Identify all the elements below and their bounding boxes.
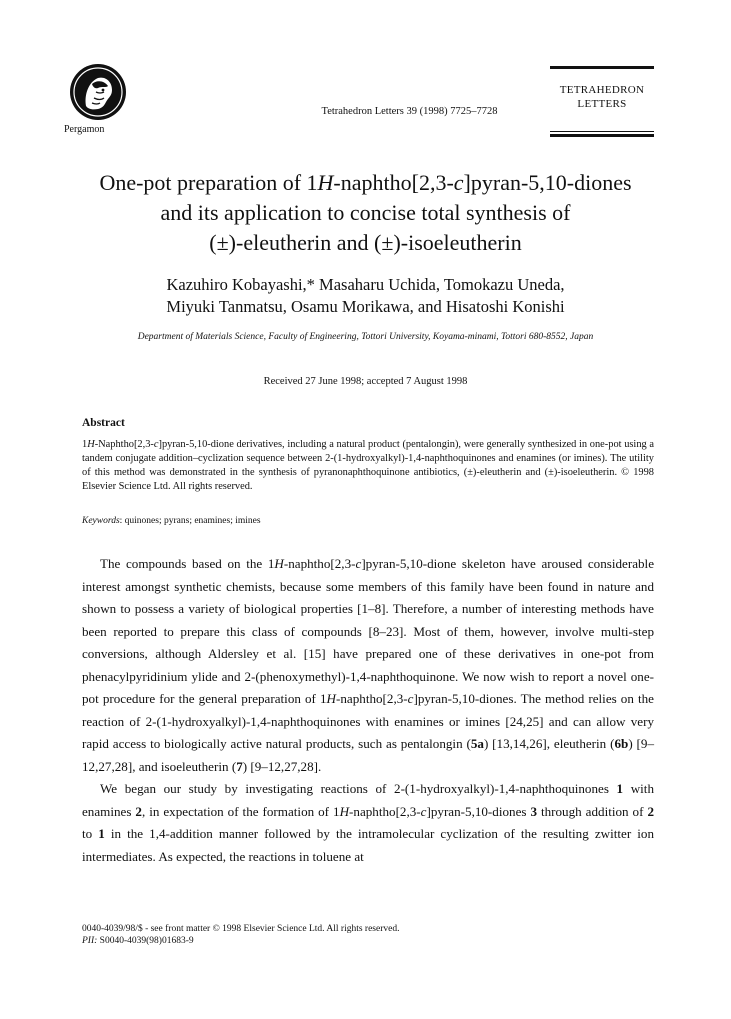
body-text	[82, 553, 654, 868]
pii-value: S0040-4039(98)01683-9	[97, 936, 194, 946]
title-line2: and its application to concise total synthesis of	[160, 200, 571, 225]
masthead-rule-top	[550, 66, 654, 69]
copyright-footer	[82, 923, 399, 947]
journal-citation: Tetrahedron Letters 39 (1998) 7725–7728	[321, 106, 498, 117]
author-list	[40, 274, 691, 318]
title-line3: (±)-eleutherin and (±)-isoeleutherin	[209, 230, 522, 255]
journal-name-line2: LETTERS	[577, 98, 627, 110]
received-dates: Received 27 June 1998; accepted 7 August 1998	[263, 376, 468, 387]
body-paragraph-1: The compounds based on the 1H-naphtho[2,3-c]pyran-5,10-dione skeleton have aroused considerable interest amongst synthetic chemists, because some members of this family have been found in nature and shown to possess a variety of biological properties [1–8]. Therefore, a number of interesting methods have been reported to prepare this class of compounds [8–23]. Most of them, however, involve multi-step conversions, although Aldersley et al. [15] have prepared one of these derivatives in one-pot from phenacylpyridinium ylide and 2-(phenoxymethyl)-1,4-naphthoquinone. We now wish to report a novel one-pot procedure for the general preparation of 1H-naphtho[2,3-c]pyran-5,10-diones. The method relies on the reaction of 2-(1-hydroxyalkyl)-1,4-naphthoquinones with enamines or imines [24,25] and can allow very rapid access to biologically active natural products, such as pentalongin (5a) [13,14,26], eleutherin (6b) [9–12,27,28], and isoeleutherin (7) [9–12,27,28].	[82, 556, 655, 774]
pii-line	[82, 935, 399, 947]
affiliation: Department of Materials Science, Faculty of Engineering, Tottori University, Koyama-minami, Tottori 680-8552, Japan	[137, 332, 594, 342]
keywords-label: Keywords	[82, 516, 120, 526]
masthead-rule-bottom-thin	[550, 131, 654, 132]
article-title	[40, 168, 691, 258]
copyright-line: 0040-4039/98/$ - see front matter © 1998 Elsevier Science Ltd. All rights reserved.	[82, 924, 400, 934]
authors-line1: Kazuhiro Kobayashi,* Masaharu Uchida, Tomokazu Uneda,	[166, 275, 565, 294]
title-line1: One-pot preparation of 1H-naphtho[2,3-c]pyran-5,10-diones	[99, 170, 632, 195]
body-paragraph-2: We began our study by investigating reactions of 2-(1-hydroxyalkyl)-1,4-naphthoquinones 1 with enamines 2, in expectation of the formation of 1H-naphtho[2,3-c]pyran-5,10-diones 3 through addition of 2 to 1 in the 1,4-addition manner followed by the intramolecular cyclization of the resulting zwitter ion intermediates. As expected, the reactions in toluene at	[82, 781, 654, 864]
masthead-rule-bottom-thick	[550, 134, 654, 137]
pii-label: PII:	[82, 936, 98, 946]
keywords-text: : quinones; pyrans; enamines; imines	[119, 516, 261, 526]
publisher-name: Pergamon	[64, 124, 105, 135]
journal-name-line1: TETRAHEDRON	[559, 84, 645, 96]
journal-masthead	[550, 66, 654, 137]
abstract-text: 1H-Naphtho[2,3-c]pyran-5,10-dione derivatives, including a natural product (pentalongin), were generally synthesized in one-pot using a tandem conjugate addition–cyclization sequence between 2-(1-hydroxyalkyl)-1,4-naphthoquinones and enamines (or imines). The utility of this method was demonstrated in the synthesis of pyranonaphthoquinone antibiotics, (±)-eleutherin and (±)-isoeleutherin. © 1998 Elsevier Science Ltd. All rights reserved.	[82, 439, 654, 492]
keywords	[82, 516, 261, 526]
authors-line2: Miyuki Tanmatsu, Osamu Morikawa, and Hisatoshi Konishi	[166, 297, 565, 316]
abstract-heading: Abstract	[82, 417, 125, 429]
